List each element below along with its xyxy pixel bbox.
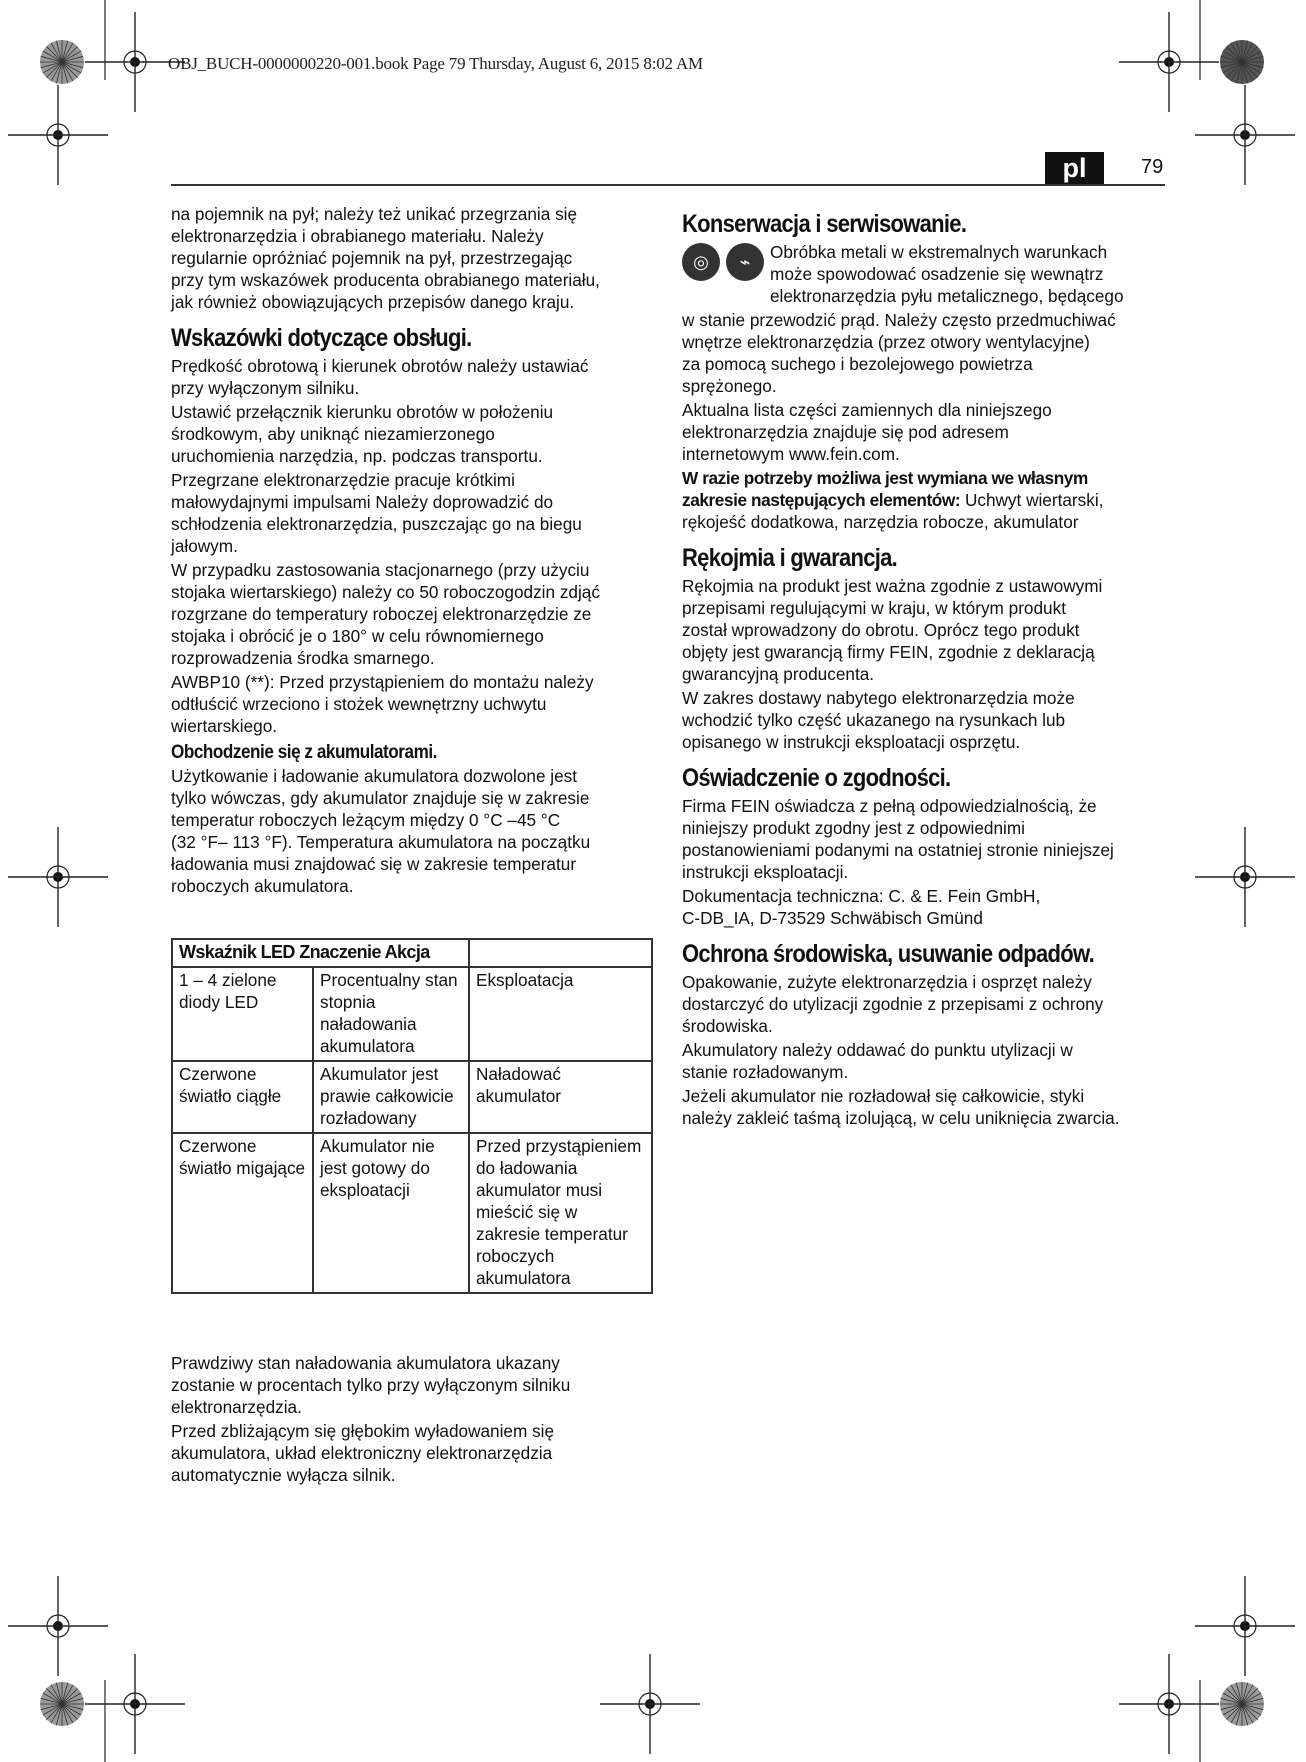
dust-extraction-icon: ⌁ (726, 243, 764, 281)
table-row (172, 1133, 652, 1293)
eye-protection-icon: ◎ (682, 243, 720, 281)
table-row (172, 1061, 652, 1133)
text-line: Jeżeli akumulator nie rozładował się całkowicie, styki (682, 1086, 1085, 1106)
text-line: Ustawić przełącznik kierunku obrotów w położeniu (171, 402, 554, 422)
text-line: na pojemnik na pył; należy też unikać przegrzania się (171, 204, 578, 224)
table-cell: Czerwone światło ciągłe (172, 1061, 313, 1133)
text-line: w stanie przewodzić prąd. Należy często przedmuchiwać (682, 310, 1116, 330)
text-line: rękojeść dodatkowa, narzędzia robocze, akumulator (682, 512, 1079, 532)
text-line: należy zakleić taśmą izolującą, w celu uniknięcia zwarcia. (682, 1108, 1120, 1128)
text-line: małowydajnymi impulsami Należy doprowadzić do (171, 492, 554, 512)
text-line: gwarancyjną producenta. (682, 664, 875, 684)
table-header-empty (469, 939, 652, 967)
text-line: sprężonego. (682, 376, 777, 396)
text-line: opisanego w instrukcji eksploatacji osprzętu. (682, 732, 1021, 752)
text-line: Użytkowanie i ładowanie akumulatora dozwolone jest (171, 766, 578, 786)
text-line: środkowym, aby uniknąć niezamierzonego (171, 424, 495, 444)
bold-text: zakresie następujących elementów: (682, 490, 961, 510)
text-line: AWBP10 (**): Przed przystąpieniem do montażu należy (171, 672, 594, 692)
language-tab: pl (1045, 152, 1104, 185)
text-line: ładowania musi znajdować się w zakresie temperatur (171, 854, 577, 874)
text-line: przy tym wskazówek producenta obrabianego materiału, (171, 270, 600, 290)
table-cell: 1 – 4 zielone diody LED (172, 967, 313, 1061)
text-line: objęty jest gwarancją firmy FEIN, zgodnie z deklaracją (682, 642, 1095, 662)
text-line: elektronarzędzia i obrabianego materiału. Należy (171, 226, 544, 246)
text-line: Przegrzane elektronarzędzie pracuje krótkimi (171, 470, 515, 490)
bold-text: W razie potrzeby możliwa jest wymiana we własnym (682, 468, 1088, 488)
text-line: Obróbka metali w ekstremalnych warunkach (770, 242, 1108, 262)
text-line: Opakowanie, zużyte elektronarzędzia i osprzęt należy (682, 972, 1092, 992)
text-line: niniejszy produkt zgodny jest z odpowiednimi (682, 818, 1025, 838)
text-line: elektronarzędzia znajduje się pod adresem (682, 422, 1009, 442)
text-line: Dokumentacja techniczna: C. & E. Fein GmbH, (682, 886, 1041, 906)
section-heading: Obchodzenie się z akumulatorami. (171, 742, 437, 763)
paragraph (682, 971, 1168, 1037)
text-line: regularnie opróżniać pojemnik na pył, przestrzegając (171, 248, 573, 268)
paragraph (682, 795, 1168, 883)
table-cell: Procentualny stan stopnia naładowania akumulatora (313, 967, 469, 1061)
text-line: stojaka i obrócić je o 180° w celu równomiernego (171, 626, 544, 646)
text-line: C-DB_IA, D-73529 Schwäbisch Gmünd (682, 908, 983, 928)
text-line: akumulatora, układ elektroniczny elektronarzędzia (171, 1443, 553, 1463)
section-heading: Wskazówki dotyczące obsługi. (171, 324, 472, 352)
text-line: schłodzenia elektronarzędzia, puszczając go na biegu (171, 514, 582, 534)
text-line: W zakres dostawy nabytego elektronarzędzia może (682, 688, 1075, 708)
text-line: postanowieniami podanymi na ostatniej stronie niniejszej (682, 840, 1114, 860)
left-column (171, 203, 657, 899)
text-line: rozgrzane do temperatury roboczej elektronarzędzie ze (171, 604, 592, 624)
paragraph (682, 309, 1168, 397)
file-header-line: OBJ_BUCH-0000000220-001.book Page 79 Thursday, August 6, 2015 8:02 AM (168, 54, 703, 73)
text-line: W przypadku zastosowania stacjonarnego (przy użyciu (171, 560, 590, 580)
paragraph (171, 469, 657, 557)
text-line: Akumulatory należy oddawać do punktu utylizacji w (682, 1040, 1073, 1060)
text-line: jałowym. (171, 536, 238, 556)
text-line: internetowym www.fein.com. (682, 444, 900, 464)
text-line: temperatur roboczych leżącym między 0 °C –45 °C (171, 810, 561, 830)
text-line: Przed zbliżającym się głębokim wyładowaniem się (171, 1421, 555, 1441)
text-line: wchodzić tylko część ukazanego na rysunkach lub (682, 710, 1066, 730)
text-line: tylko wówczas, gdy akumulator znajduje się w zakresie (171, 788, 590, 808)
page-number: 79 (1141, 156, 1164, 178)
text-line: został wprowadzony do obrotu. Oprócz tego produkt (682, 620, 1080, 640)
section-heading: Ochrona środowiska, usuwanie odpadów. (682, 940, 1094, 968)
text-line (682, 489, 1168, 511)
paragraph (171, 1420, 657, 1486)
text-line: jak również obowiązujących przepisów danego kraju. (171, 292, 575, 312)
text-line: za pomocą suchego i bezolejowego powietrza (682, 354, 1033, 374)
text-line: przepisami regulującymi w kraju, w którym produkt (682, 598, 1066, 618)
text-line: odtłuścić wrzeciono i stożek wewnętrzny uchwytu (171, 694, 547, 714)
text-line: rozprowadzenia środka smarnego. (171, 648, 435, 668)
text-line: Firma FEIN oświadcza z pełną odpowiedzialnością, że (682, 796, 1097, 816)
text-line: Prędkość obrotową i kierunek obrotów należy ustawiać (171, 356, 589, 376)
right-column (682, 199, 1168, 1131)
text-line: wnętrze elektronarzędzia (przez otwory wentylacyjne) (682, 332, 1090, 352)
text-line: instrukcji eksploatacji. (682, 862, 849, 882)
table-cell: Akumulator nie jest gotowy do eksploatacji (313, 1133, 469, 1293)
text-line: stojaka wiertarskiego) należy co 50 roboczogodzin zdjąć (171, 582, 600, 602)
paragraph (171, 765, 657, 897)
text-line: stanie rozładowanym. (682, 1062, 849, 1082)
text-line: środowiska. (682, 1016, 773, 1036)
paragraph (682, 1085, 1168, 1129)
text-line: elektronarzędzia pyłu metalicznego, będącego (770, 286, 1124, 306)
paragraph (682, 1039, 1168, 1083)
table-cell: Naładować akumulator (469, 1061, 652, 1133)
text-line: dostarczyć do utylizacji zgodnie z przepisami z ochrony (682, 994, 1104, 1014)
table-cell: Eksploatacja (469, 967, 652, 1061)
paragraph (682, 241, 1168, 307)
paragraph (682, 575, 1168, 685)
text-line: Aktualna lista części zamiennych dla niniejszego (682, 400, 1052, 420)
paragraph (171, 559, 657, 669)
table-header: Wskaźnik LED Znaczenie Akcja (172, 939, 469, 967)
section-heading: Konserwacja i serwisowanie. (682, 210, 967, 238)
safety-icons (682, 243, 770, 289)
text-line: Prawdziwy stan naładowania akumulatora ukazany (171, 1353, 560, 1373)
table-cell: Czerwone światło migające (172, 1133, 313, 1293)
text-line: wiertarskiego. (171, 716, 278, 736)
text-line: zostanie w procentach tylko przy wyłączonym silniku (171, 1375, 571, 1395)
text-line: automatycznie wyłącza silnik. (171, 1465, 396, 1485)
table-header-row (172, 939, 652, 967)
section-heading: Oświadczenie o zgodności. (682, 764, 951, 792)
after-table-text (171, 1352, 657, 1488)
header-rule (171, 184, 1165, 186)
text-line: może spowodować osadzenie się wewnątrz (770, 264, 1104, 284)
paragraph (682, 687, 1168, 753)
paragraph (682, 399, 1168, 465)
text-line (682, 467, 1168, 489)
text-line: przy wyłączonym silniku. (171, 378, 360, 398)
led-indicator-table (171, 938, 653, 1294)
text-line: roboczych akumulatora. (171, 876, 354, 896)
text-line: uruchomienia narzędzia, np. podczas transportu. (171, 446, 543, 466)
paragraph (171, 401, 657, 467)
paragraph (171, 355, 657, 399)
table-row (172, 967, 652, 1061)
table-cell: Akumulator jest prawie całkowicie rozładowany (313, 1061, 469, 1133)
text-line: Rękojmia na produkt jest ważna zgodnie z ustawowymi (682, 576, 1103, 596)
paragraph (171, 671, 657, 737)
section-heading: Rękojmia i gwarancja. (682, 544, 898, 572)
text: Uchwyt wiertarski, (960, 490, 1104, 510)
paragraph (682, 885, 1168, 929)
paragraph (682, 467, 1168, 533)
paragraph (171, 203, 657, 313)
table-cell: Przed przystąpieniem do ładowania akumulator musi mieścić się w zakresie temperatur roboczych akumulatora (469, 1133, 652, 1293)
paragraph (171, 1352, 657, 1418)
text-line: elektronarzędzia. (171, 1397, 302, 1417)
text-line: (32 °F– 113 °F). Temperatura akumulatora na początku (171, 832, 591, 852)
